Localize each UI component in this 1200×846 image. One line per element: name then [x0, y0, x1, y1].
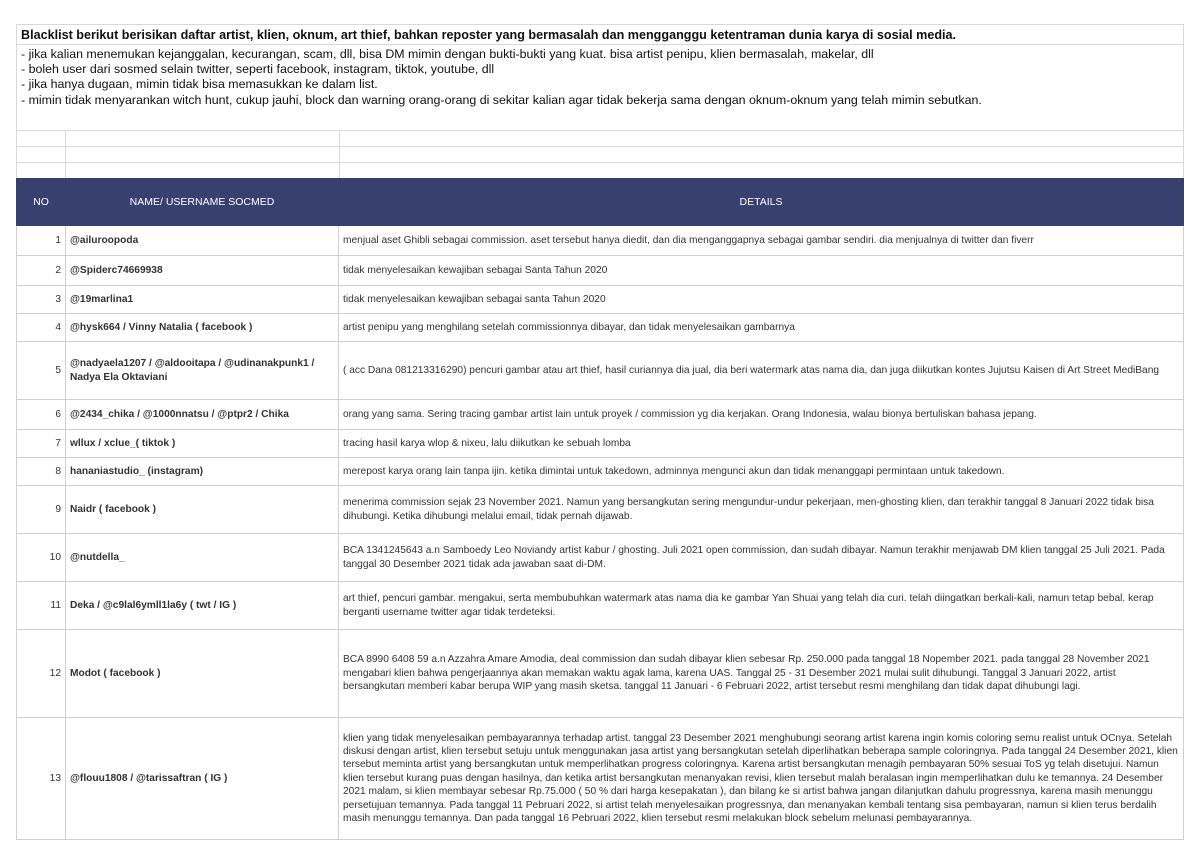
note-line: - boleh user dari sosmed selain twitter, seperti facebook, instagram, tiktok, youtube, dll	[21, 62, 495, 77]
table-row	[17, 718, 1184, 840]
row-no: 12	[17, 630, 66, 718]
table-row	[17, 342, 1184, 400]
row-name: @nutdella_	[66, 534, 339, 582]
table-row	[17, 314, 1184, 342]
row-name: Modot ( facebook )	[66, 630, 339, 718]
row-details: BCA 1341245643 a.n Samboedy Leo Noviandy artist kabur / ghosting. Juli 2021 open commission, dan sudah dibayar. Namun terakhir menjawab DM klien tanggal 25 Juli 2021. Pada tanggal 30 Desember 2021 tidak ada jawaban saat di-DM.	[339, 534, 1184, 582]
table-row	[17, 256, 1184, 286]
sheet-title: Blacklist berikut berisikan daftar artist, klien, oknum, art thief, bahkan reposter yang bermasalah dan mengganggu ketentraman dunia karya di sosial media.	[16, 24, 1184, 44]
header-name: NAME/ USERNAME SOCMED	[66, 179, 339, 226]
row-no: 8	[17, 458, 66, 486]
blank-row	[17, 130, 1183, 146]
row-no: 4	[17, 314, 66, 342]
header-row	[17, 179, 1184, 226]
row-details: tidak menyelesaikan kewajiban sebagai santa Tahun 2020	[339, 286, 1184, 314]
row-details: menjual aset Ghibli sebagai commission. aset tersebut hanya diedit, dan dia menganggapnya sebagai gambar sendiri. dia menjualnya di twitter dan fiverr	[339, 226, 1184, 256]
row-details: orang yang sama. Sering tracing gambar artist lain untuk proyek / commission yg dia kerjakan. Orang Indonesia, walau bionya bertuliskan bahasa jepang.	[339, 400, 1184, 430]
table-row	[17, 486, 1184, 534]
note-line: - mimin tidak menyarankan witch hunt, cukup jauhi, block dan warning orang-orang di sekitar kalian agar tidak bekerja sama dengan oknum-oknum yang telah mimin sebutkan.	[21, 92, 982, 107]
table-row	[17, 226, 1184, 256]
row-details: BCA 8990 6408 59 a.n Azzahra Amare Amodia, deal commission dan sudah dibayar klien sebesar Rp. 250.000 pada tanggal 18 Nopember 2021. pada tanggal 28 November 2021 mengabari klien bahwa pengerjaannya akan memakan waktu agak lama, karena UAS. Tanggal 25 - 31 Desember 2021 mulai sulit dihubungi. Tanggal 3 Januari 2022, artist bersangkutan memberi kabar berupa WIP yang masih sketsa. tanggal 11 Januari - 6 Februari 2022, artist tersebut resmi menghilang dan tidak dapat dihubungi lagi.	[339, 630, 1184, 718]
row-no: 11	[17, 582, 66, 630]
row-name: @ailuroopoda	[66, 226, 339, 256]
row-details: art thief, pencuri gambar. mengakui, serta membubuhkan watermark atas nama dia ke gambar Yan Shuai yang telah dia curi. telah diingatkan berkali-kali, namun tetap bebal. kerap berganti username twitter agar tidak terdeteksi.	[339, 582, 1184, 630]
row-name: wllux / xclue_( tiktok )	[66, 430, 339, 458]
table-row	[17, 582, 1184, 630]
header-no: NO	[17, 179, 66, 226]
row-name: Deka / @c9lal6ymll1la6y ( twt / IG )	[66, 582, 339, 630]
table-row	[17, 534, 1184, 582]
row-name: @19marlina1	[66, 286, 339, 314]
row-no: 13	[17, 718, 66, 840]
row-details: ( acc Dana 081213316290) pencuri gambar atau art thief, hasil curiannya dia jual, dia beri watermark atas nama dia, dan juga diikutkan kontes Jujutsu Kaisen di Art Street MediBang	[339, 342, 1184, 400]
row-no: 10	[17, 534, 66, 582]
table-row	[17, 630, 1184, 718]
table-row	[17, 430, 1184, 458]
blank-rows	[16, 130, 1184, 178]
header-details: DETAILS	[339, 179, 1184, 226]
note-line: - jika kalian menemukan kejanggalan, kecurangan, scam, dll, bisa DM mimin dengan bukti-bukti yang kuat. bisa artist penipu, klien bermasalah, makelar, dll	[21, 47, 874, 61]
row-name: @flouu1808 / @tarissaftran ( IG )	[66, 718, 339, 840]
row-no: 3	[17, 286, 66, 314]
blank-row	[17, 162, 1183, 178]
row-details: tracing hasil karya wlop & nixeu, lalu diikutkan ke sebuah lomba	[339, 430, 1184, 458]
table-row	[17, 400, 1184, 430]
row-name: @Spiderc74669938	[66, 256, 339, 286]
table-row	[17, 458, 1184, 486]
row-name: @hysk664 / Vinny Natalia ( facebook )	[66, 314, 339, 342]
row-details: menerima commission sejak 23 November 2021. Namun yang bersangkutan sering mengundur-undur pekerjaan, men-ghosting klien, dan terakhir tanggal 8 Januari 2022 tidak bisa dihubungi. Ketika dihubungi melalui email, tidak pernah dijawab.	[339, 486, 1184, 534]
row-name: @2434_chika / @1000nnatsu / @ptpr2 / Chika	[66, 400, 339, 430]
notes-block	[16, 44, 1184, 130]
row-details: artist penipu yang menghilang setelah commissionnya dibayar, dan tidak menyelesaikan gambarnya	[339, 314, 1184, 342]
row-no: 9	[17, 486, 66, 534]
row-name: hananiastudio_ (instagram)	[66, 458, 339, 486]
row-no: 2	[17, 256, 66, 286]
row-name: @nadyaela1207 / @aldooitapa / @udinanakpunk1 / Nadya Ela Oktaviani	[66, 342, 339, 400]
row-details: klien yang tidak menyelesaikan pembayarannya terhadap artist. tanggal 23 Desember 2021 menghubungi seorang artist karena ingin komis coloring semu realist untuk OCnya. Setelah diskusi dengan artist, klien tersebut setuju untuk menggunakan jasa artist yang bersangkutan setelah diperlihatkan beberapa sample coloringnya. Pada tanggal 24 Desember 2021, klien tersebut meminta artist yang bersangkutan untuk memperlihatkan progress coloringnya. Karena artist bersangkutan menagih pembayaran 50% sesuai ToS yg telah disetujui. Namun klien tersebut kurang puas dengan hasilnya, dan ketika artist bersangkutan menanyakan revisi, klien tersebut malah beralasan ingin memperlihatkan dulu ke temannya. 24 Desember 2021 malam, si klien membayar sebesar Rp.75.000 ( 50 % dari harga kesepakatan ), dan bilang ke si artist bahwa jangan dilanjutkan dahulu progressnya, karena masih menunggu persetujuan temannya. Pada tanggal 11 Pebruari 2022, si artist telah menyelesaikan progressnya, dan menanyakan kembali tentang sisa pembayaran, namun si klien terus berdalih masih menunggu temannya. Dan pada tanggal 16 Pebruari 2022, klien tersebut resmi melakukan block sebelum melunasi pembayarannya.	[339, 718, 1184, 840]
spreadsheet	[16, 24, 1184, 840]
row-no: 5	[17, 342, 66, 400]
note-line: - jika hanya dugaan, mimin tidak bisa memasukkan ke dalam list.	[21, 77, 378, 92]
blank-row	[17, 146, 1183, 162]
row-details: tidak menyelesaikan kewajiban sebagai Santa Tahun 2020	[339, 256, 1184, 286]
row-details: merepost karya orang lain tanpa ijin. ketika dimintai untuk takedown, adminnya mengunci akun dan tidak menanggapi permintaan untuk takedown.	[339, 458, 1184, 486]
row-no: 6	[17, 400, 66, 430]
row-no: 7	[17, 430, 66, 458]
row-no: 1	[17, 226, 66, 256]
blacklist-table	[16, 178, 1184, 840]
row-name: Naidr ( facebook )	[66, 486, 339, 534]
table-row	[17, 286, 1184, 314]
